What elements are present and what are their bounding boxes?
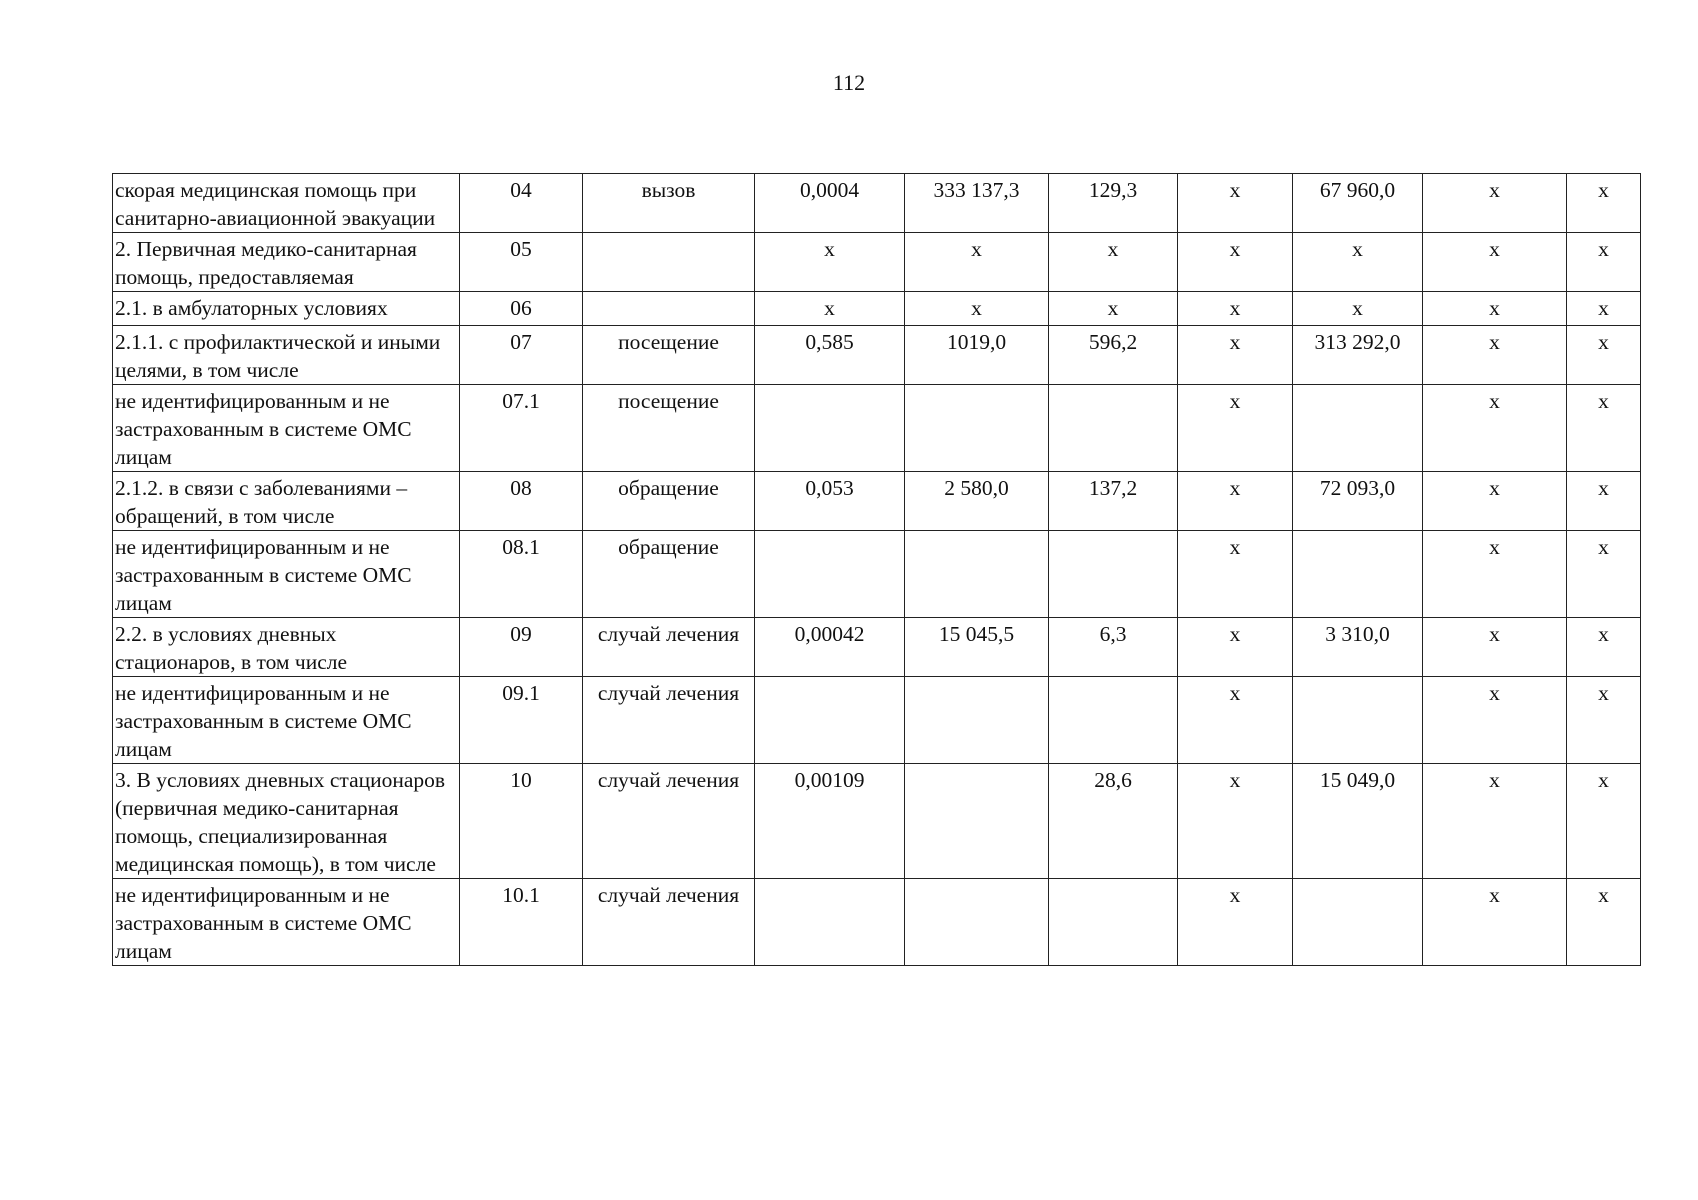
- value-cell: [905, 531, 1049, 618]
- table-row: [113, 326, 1641, 385]
- value-cell: 3 310,0: [1293, 618, 1423, 677]
- table-row: [113, 292, 1641, 326]
- row-name-cell: 2.1.1. с профилактической и иными целями, в том числе: [113, 326, 460, 385]
- value-cell: х: [1567, 233, 1641, 292]
- medical-care-table: [112, 173, 1641, 966]
- value-cell: х: [1567, 531, 1641, 618]
- value-cell: [755, 677, 905, 764]
- row-code-cell: 10.1: [460, 879, 583, 966]
- value-cell: х: [1423, 385, 1567, 472]
- row-code-cell: 05: [460, 233, 583, 292]
- row-code-cell: 08.1: [460, 531, 583, 618]
- value-cell: х: [1423, 174, 1567, 233]
- value-cell: 0,0004: [755, 174, 905, 233]
- table-row: [113, 764, 1641, 879]
- value-cell: 0,00109: [755, 764, 905, 879]
- value-cell: х: [1178, 764, 1293, 879]
- value-cell: х: [1178, 326, 1293, 385]
- value-cell: 596,2: [1049, 326, 1178, 385]
- value-cell: 0,00042: [755, 618, 905, 677]
- row-code-cell: 09: [460, 618, 583, 677]
- value-cell: х: [1423, 677, 1567, 764]
- unit-cell: случай лечения: [583, 677, 755, 764]
- table-row: [113, 879, 1641, 966]
- unit-cell: случай лечения: [583, 879, 755, 966]
- value-cell: 0,053: [755, 472, 905, 531]
- value-cell: х: [1423, 531, 1567, 618]
- value-cell: [755, 385, 905, 472]
- row-name-cell: 2. Первичная медико-санитарная помощь, предоставляемая: [113, 233, 460, 292]
- unit-cell: обращение: [583, 472, 755, 531]
- unit-cell: обращение: [583, 531, 755, 618]
- value-cell: х: [1567, 385, 1641, 472]
- value-cell: х: [1049, 292, 1178, 326]
- row-code-cell: 07.1: [460, 385, 583, 472]
- value-cell: х: [1423, 879, 1567, 966]
- value-cell: х: [1567, 292, 1641, 326]
- value-cell: 28,6: [1049, 764, 1178, 879]
- row-code-cell: 09.1: [460, 677, 583, 764]
- value-cell: 1019,0: [905, 326, 1049, 385]
- value-cell: 72 093,0: [1293, 472, 1423, 531]
- value-cell: [1049, 531, 1178, 618]
- row-name-cell: не идентифицированным и не застрахованным в системе ОМС лицам: [113, 531, 460, 618]
- table-row: [113, 174, 1641, 233]
- value-cell: х: [1178, 618, 1293, 677]
- value-cell: 313 292,0: [1293, 326, 1423, 385]
- value-cell: х: [1423, 233, 1567, 292]
- value-cell: х: [1567, 174, 1641, 233]
- value-cell: 15 049,0: [1293, 764, 1423, 879]
- row-code-cell: 06: [460, 292, 583, 326]
- value-cell: х: [1178, 174, 1293, 233]
- value-cell: х: [1567, 472, 1641, 531]
- unit-cell: вызов: [583, 174, 755, 233]
- value-cell: х: [1567, 879, 1641, 966]
- row-name-cell: 2.1. в амбулаторных условиях: [113, 292, 460, 326]
- value-cell: [1049, 385, 1178, 472]
- row-name-cell: не идентифицированным и не застрахованным в системе ОМС лицам: [113, 385, 460, 472]
- value-cell: х: [1178, 385, 1293, 472]
- value-cell: х: [905, 233, 1049, 292]
- value-cell: [1293, 677, 1423, 764]
- value-cell: [1293, 879, 1423, 966]
- value-cell: х: [1178, 292, 1293, 326]
- page-number: 112: [832, 70, 866, 95]
- value-cell: 137,2: [1049, 472, 1178, 531]
- value-cell: [1049, 677, 1178, 764]
- row-name-cell: не идентифицированным и не застрахованным в системе ОМС лицам: [113, 677, 460, 764]
- value-cell: 129,3: [1049, 174, 1178, 233]
- value-cell: 6,3: [1049, 618, 1178, 677]
- value-cell: х: [1423, 764, 1567, 879]
- value-cell: х: [1423, 292, 1567, 326]
- unit-cell: случай лечения: [583, 764, 755, 879]
- table-row: [113, 531, 1641, 618]
- value-cell: х: [1293, 292, 1423, 326]
- row-name-cell: 2.1.2. в связи с заболеваниями – обращений, в том числе: [113, 472, 460, 531]
- value-cell: [1293, 531, 1423, 618]
- value-cell: х: [1178, 233, 1293, 292]
- unit-cell: случай лечения: [583, 618, 755, 677]
- value-cell: х: [1178, 677, 1293, 764]
- value-cell: х: [1567, 764, 1641, 879]
- unit-cell: [583, 233, 755, 292]
- row-name-cell: скорая медицинская помощь при санитарно-авиационной эвакуации: [113, 174, 460, 233]
- row-name-cell: 3. В условиях дневных стационаров (первичная медико-санитарная помощь, специализированная медицинская помощь), в том числе: [113, 764, 460, 879]
- value-cell: 2 580,0: [905, 472, 1049, 531]
- value-cell: [1293, 385, 1423, 472]
- value-cell: [1049, 879, 1178, 966]
- value-cell: 67 960,0: [1293, 174, 1423, 233]
- row-name-cell: 2.2. в условиях дневных стационаров, в том числе: [113, 618, 460, 677]
- value-cell: х: [1293, 233, 1423, 292]
- unit-cell: [583, 292, 755, 326]
- value-cell: х: [1423, 326, 1567, 385]
- value-cell: х: [1178, 879, 1293, 966]
- value-cell: х: [1049, 233, 1178, 292]
- value-cell: х: [1178, 531, 1293, 618]
- unit-cell: посещение: [583, 326, 755, 385]
- value-cell: х: [1567, 326, 1641, 385]
- value-cell: 0,585: [755, 326, 905, 385]
- value-cell: х: [1423, 618, 1567, 677]
- table-row: [113, 472, 1641, 531]
- unit-cell: посещение: [583, 385, 755, 472]
- value-cell: х: [755, 233, 905, 292]
- value-cell: [755, 879, 905, 966]
- row-code-cell: 08: [460, 472, 583, 531]
- value-cell: [755, 531, 905, 618]
- value-cell: х: [1567, 618, 1641, 677]
- value-cell: 15 045,5: [905, 618, 1049, 677]
- table-row: [113, 677, 1641, 764]
- value-cell: [905, 764, 1049, 879]
- row-name-cell: не идентифицированным и не застрахованным в системе ОМС лицам: [113, 879, 460, 966]
- row-code-cell: 10: [460, 764, 583, 879]
- row-code-cell: 07: [460, 326, 583, 385]
- table-row: [113, 233, 1641, 292]
- value-cell: х: [1423, 472, 1567, 531]
- value-cell: х: [1567, 677, 1641, 764]
- value-cell: [905, 385, 1049, 472]
- value-cell: 333 137,3: [905, 174, 1049, 233]
- table-row: [113, 618, 1641, 677]
- value-cell: х: [755, 292, 905, 326]
- value-cell: х: [1178, 472, 1293, 531]
- value-cell: [905, 677, 1049, 764]
- value-cell: [905, 879, 1049, 966]
- row-code-cell: 04: [460, 174, 583, 233]
- table-row: [113, 385, 1641, 472]
- value-cell: х: [905, 292, 1049, 326]
